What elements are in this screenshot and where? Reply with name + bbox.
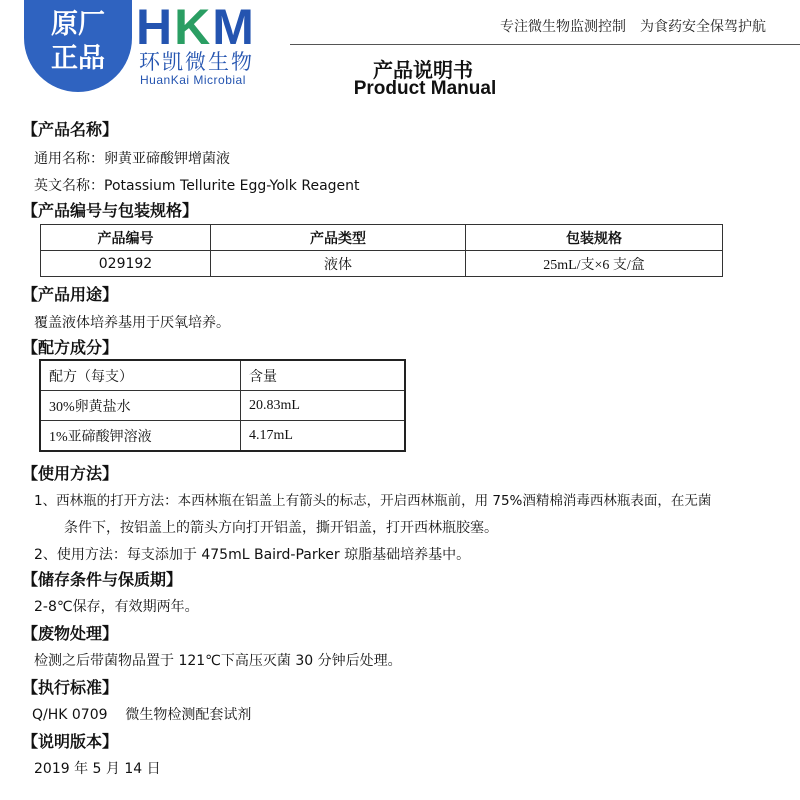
document-title-en: Product Manual xyxy=(353,78,497,99)
storage-text: 2-8℃保存，有效期两年。 xyxy=(34,599,199,615)
method-step-1: 1、西林瓶的打开方法：本西林瓶在铝盖上有箭头的标志，开启西林瓶前，用 75%酒精棉消毒西林瓶表面，在无菌 xyxy=(34,493,712,509)
logo-letter-k: K xyxy=(174,0,213,55)
logo-chinese-name: 环凯微生物 xyxy=(139,50,254,74)
section-heading-storage: 【储存条件与保质期】 xyxy=(22,570,183,589)
spec-header-package: 包装规格 xyxy=(466,225,723,251)
badge-line-1: 原厂 xyxy=(51,9,105,40)
formula-cell-ingredient: 1%亚碲酸钾溶液 xyxy=(40,421,241,452)
formula-cell-ingredient: 30%卵黄盐水 xyxy=(40,391,241,421)
formula-table xyxy=(39,359,406,452)
spec-header-code: 产品编号 xyxy=(41,225,211,251)
formula-cell-amount: 20.83mL xyxy=(241,391,406,421)
use-text: 覆盖液体培养基用于厌氧培养。 xyxy=(34,315,230,331)
document-title-cn: 产品说明书 xyxy=(373,58,473,82)
spec-cell-package: 25mL/支×6 支/盒 xyxy=(466,251,723,277)
spec-table-row xyxy=(41,251,723,277)
formula-cell-amount: 4.17mL xyxy=(241,421,406,452)
slogan-right: 为食药安全保驾护航 xyxy=(640,19,766,35)
section-heading-version: 【说明版本】 xyxy=(22,732,119,751)
section-heading-formula: 【配方成分】 xyxy=(22,338,119,357)
slogan-left: 专注微生物监测控制 xyxy=(500,19,626,35)
formula-table-row xyxy=(40,421,405,452)
section-heading-waste: 【废物处理】 xyxy=(22,624,119,643)
english-name: 英文名称：Potassium Tellurite Egg-Yolk Reagent xyxy=(34,178,360,194)
header-divider xyxy=(290,44,800,45)
spec-header-type: 产品类型 xyxy=(211,225,466,251)
logo-english-name: HuanKai Microbial xyxy=(140,73,246,87)
logo-letter-h: H xyxy=(136,0,175,55)
formula-table-row xyxy=(40,391,405,421)
method-step-2: 2、使用方法：每支添加于 475mL Baird-Parker 琼脂基础培养基中。 xyxy=(34,547,471,563)
version-text: 2019 年 5 月 14 日 xyxy=(34,761,161,777)
method-step-1-continued: 条件下，按铝盖上的箭头方向打开铝盖，撕开铝盖，打开西林瓶胶塞。 xyxy=(64,520,498,536)
genuine-product-badge xyxy=(24,0,132,92)
section-heading-product-name: 【产品名称】 xyxy=(22,120,119,139)
formula-table-header-row xyxy=(40,360,405,391)
standard-text: Q/HK 0709 微生物检测配套试剂 xyxy=(32,707,252,723)
badge-line-2: 正品 xyxy=(51,43,105,74)
section-heading-use: 【产品用途】 xyxy=(22,285,119,304)
generic-name: 通用名称：卵黄亚碲酸钾增菌液 xyxy=(34,151,230,167)
spec-table xyxy=(40,224,723,277)
section-heading-standard: 【执行标准】 xyxy=(22,678,119,697)
company-slogan xyxy=(500,16,766,36)
spec-cell-type: 液体 xyxy=(211,251,466,277)
formula-header-amount: 含量 xyxy=(241,360,406,391)
waste-text: 检测之后带菌物品置于 121℃下高压灭菌 30 分钟后处理。 xyxy=(34,653,402,669)
section-heading-spec: 【产品编号与包装规格】 xyxy=(22,201,199,220)
spec-cell-code: 029192 xyxy=(41,251,211,277)
formula-header-ingredient: 配方（每支） xyxy=(40,360,241,391)
section-heading-method: 【使用方法】 xyxy=(22,464,119,483)
logo-letter-m: M xyxy=(212,0,256,55)
spec-table-header-row xyxy=(41,225,723,251)
